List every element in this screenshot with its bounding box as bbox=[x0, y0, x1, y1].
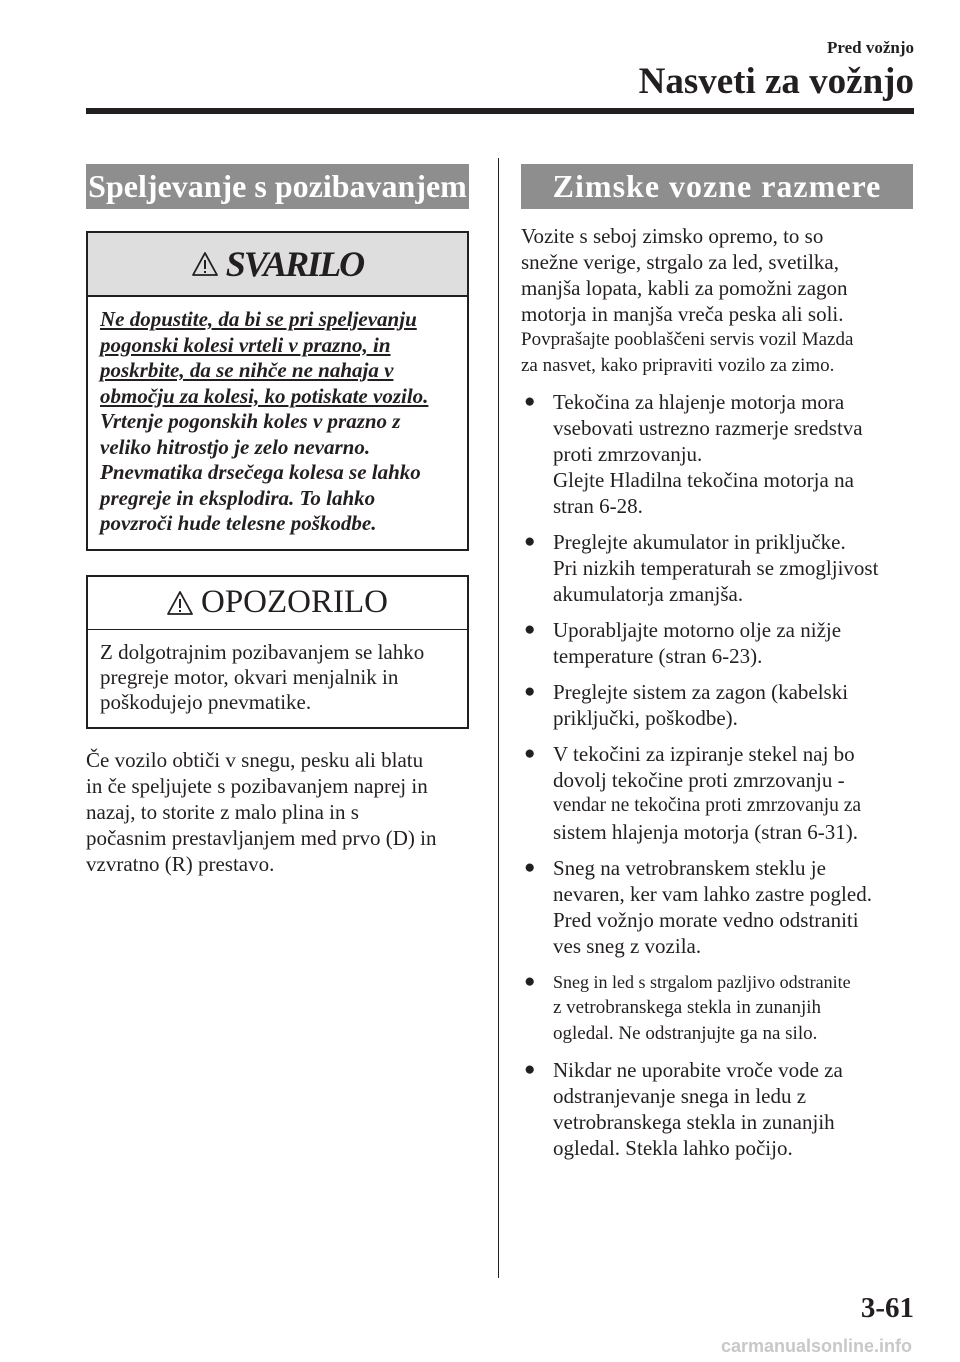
bullet-line: Uporabljajte motorno olje za nižje bbox=[553, 618, 842, 642]
list-item bbox=[521, 529, 913, 607]
left-column bbox=[86, 164, 469, 877]
bullet-line: ogledal. Ne odstranjujte ga na silo. bbox=[553, 1023, 818, 1044]
bullet-dot-icon: ● bbox=[524, 743, 536, 764]
list-item bbox=[521, 679, 913, 731]
paragraph-line: vzvratno (R) prestavo. bbox=[86, 851, 275, 876]
intro-line: Vozite s seboj zimsko opremo, to so bbox=[521, 224, 824, 248]
bullet-line: z vetrobranskega stekla in zunanjih bbox=[553, 997, 822, 1018]
paragraph-line: počasnim prestavljanjem med prvo (D) in bbox=[86, 825, 437, 850]
intro-line: za nasvet, kako pripraviti vozilo za zimo. bbox=[521, 355, 835, 376]
bullet-line: V tekočini za izpiranje stekel naj bo bbox=[553, 742, 855, 766]
list-item bbox=[521, 389, 913, 519]
bullet-line: odstranjevanje snega in ledu z bbox=[553, 1084, 807, 1108]
warning-line: poskrbite, da se nihče ne nahaja v bbox=[100, 358, 394, 382]
rocking-paragraph bbox=[86, 747, 469, 877]
winter-bullet-list bbox=[521, 389, 913, 1161]
bullet-dot-icon: ● bbox=[524, 619, 536, 640]
caution-text bbox=[88, 630, 467, 727]
paragraph-line: in če speljujete s pozibavanjem naprej in bbox=[86, 773, 428, 798]
section-title-rocking: Speljevanje s pozibavanjem bbox=[86, 164, 469, 209]
bullet-line: akumulatorja zmanjša. bbox=[553, 582, 744, 606]
intro-line: motorja in manjša vreča peska ali soli. bbox=[521, 302, 844, 326]
bullet-line: vendar ne tekočina proti zmrzovanju za bbox=[553, 795, 862, 816]
warning-box bbox=[86, 231, 469, 551]
caution-line: Z dolgotrajnim pozibavanjem se lahko bbox=[100, 639, 425, 664]
paragraph-line: nazaj, to storite z malo plina in s bbox=[86, 799, 359, 824]
column-divider bbox=[498, 158, 499, 1278]
page-title: Nasveti za vožnjo bbox=[638, 61, 914, 102]
bullet-line: vetrobranskega stekla in zunanjih bbox=[553, 1110, 835, 1134]
bullet-line: ves sneg z vozila. bbox=[553, 934, 702, 958]
section-title-winter: Zimske vozne razmere bbox=[521, 164, 913, 209]
bullet-line: Nikdar ne uporabite vroče vode za bbox=[553, 1058, 843, 1082]
bullet-line: Glejte Hladilna tekočina motorja na bbox=[553, 468, 854, 492]
bullet-line: Pri nizkih temperaturah se zmogljivost bbox=[553, 556, 879, 580]
bullet-line: sistem hlajenja motorja (stran 6-31). bbox=[553, 820, 859, 844]
bullet-line: vsebovati ustrezno razmerje sredstva bbox=[553, 416, 863, 440]
warning-line: pregreje in eksplodira. To lahko bbox=[100, 485, 376, 510]
caution-header bbox=[88, 577, 467, 630]
paragraph-line: Če vozilo obtiči v snegu, pesku ali blatu bbox=[86, 747, 424, 772]
bullet-line: temperature (stran 6-23). bbox=[553, 644, 763, 668]
bullet-dot-icon: ● bbox=[524, 681, 536, 702]
bullet-line: nevaren, ker vam lahko zastre pogled. bbox=[553, 882, 872, 906]
winter-intro bbox=[521, 223, 913, 379]
warning-triangle-icon bbox=[192, 252, 218, 276]
bullet-line: Preglejte sistem za zagon (kabelski bbox=[553, 680, 849, 704]
warning-line: območju za kolesi, ko potiskate vozilo. bbox=[100, 383, 429, 408]
bullet-line: Tekočina za hlajenje motorja mora bbox=[553, 390, 845, 414]
caution-heading: OPOZORILO bbox=[201, 584, 388, 620]
header-section-label: Pred vožnjo bbox=[826, 38, 914, 57]
intro-line: Povprašajte pooblaščeni servis vozil Mazda bbox=[521, 329, 854, 350]
list-item bbox=[521, 855, 913, 959]
bullet-line: priključki, poškodbe). bbox=[553, 706, 738, 730]
bullet-dot-icon: ● bbox=[524, 971, 536, 992]
bullet-line: ogledal. Stekla lahko počijo. bbox=[553, 1136, 793, 1160]
bullet-line: Sneg na vetrobranskem steklu je bbox=[553, 856, 826, 880]
intro-line: manjša lopata, kabli za pomožni zagon bbox=[521, 276, 848, 300]
bullet-dot-icon: ● bbox=[524, 1059, 536, 1080]
bullet-dot-icon: ● bbox=[524, 391, 536, 412]
bullet-line: Preglejte akumulator in priključke. bbox=[553, 530, 846, 554]
caution-line: poškodujejo pnevmatike. bbox=[100, 689, 312, 714]
header-rule bbox=[86, 108, 914, 114]
bullet-dot-icon: ● bbox=[524, 531, 536, 552]
warning-heading: SVARILO bbox=[225, 244, 364, 284]
warning-header bbox=[88, 233, 467, 297]
page-number: 3-61 bbox=[860, 1292, 914, 1324]
bullet-line: Pred vožnjo morate vedno odstraniti bbox=[553, 908, 859, 932]
bullet-line: proti zmrzovanju. bbox=[553, 442, 703, 466]
list-item bbox=[521, 617, 913, 669]
bullet-line: Sneg in led s strgalom pazljivo odstranite bbox=[553, 972, 851, 992]
right-column bbox=[521, 164, 913, 1171]
list-item bbox=[521, 1057, 913, 1161]
bullet-dot-icon: ● bbox=[524, 857, 536, 878]
intro-line: snežne verige, strgalo za led, svetilka, bbox=[521, 250, 839, 274]
warning-line: Pnevmatika drsečega kolesa se lahko bbox=[100, 460, 421, 484]
warning-line: Ne dopustite, da bi se pri speljevanju bbox=[100, 307, 417, 331]
warning-text bbox=[88, 297, 467, 549]
warning-line: veliko hitrostjo je zelo nevarno. bbox=[100, 434, 371, 459]
bullet-line: dovolj tekočine proti zmrzovanju - bbox=[553, 768, 845, 792]
caution-line: pregreje motor, okvari menjalnik in bbox=[100, 664, 399, 689]
warning-line: pogonski kolesi vrteli v prazno, in bbox=[100, 332, 391, 357]
warning-line: Vrtenje pogonskih koles v prazno z bbox=[100, 409, 401, 433]
list-item bbox=[521, 969, 913, 1047]
list-item bbox=[521, 741, 913, 845]
warning-line: povzroči hude telesne poškodbe. bbox=[100, 511, 377, 535]
caution-triangle-icon bbox=[167, 591, 193, 615]
bullet-line: stran 6-28. bbox=[553, 494, 643, 518]
caution-box bbox=[86, 575, 469, 729]
watermark: carmanualsonline.info bbox=[720, 1336, 912, 1356]
